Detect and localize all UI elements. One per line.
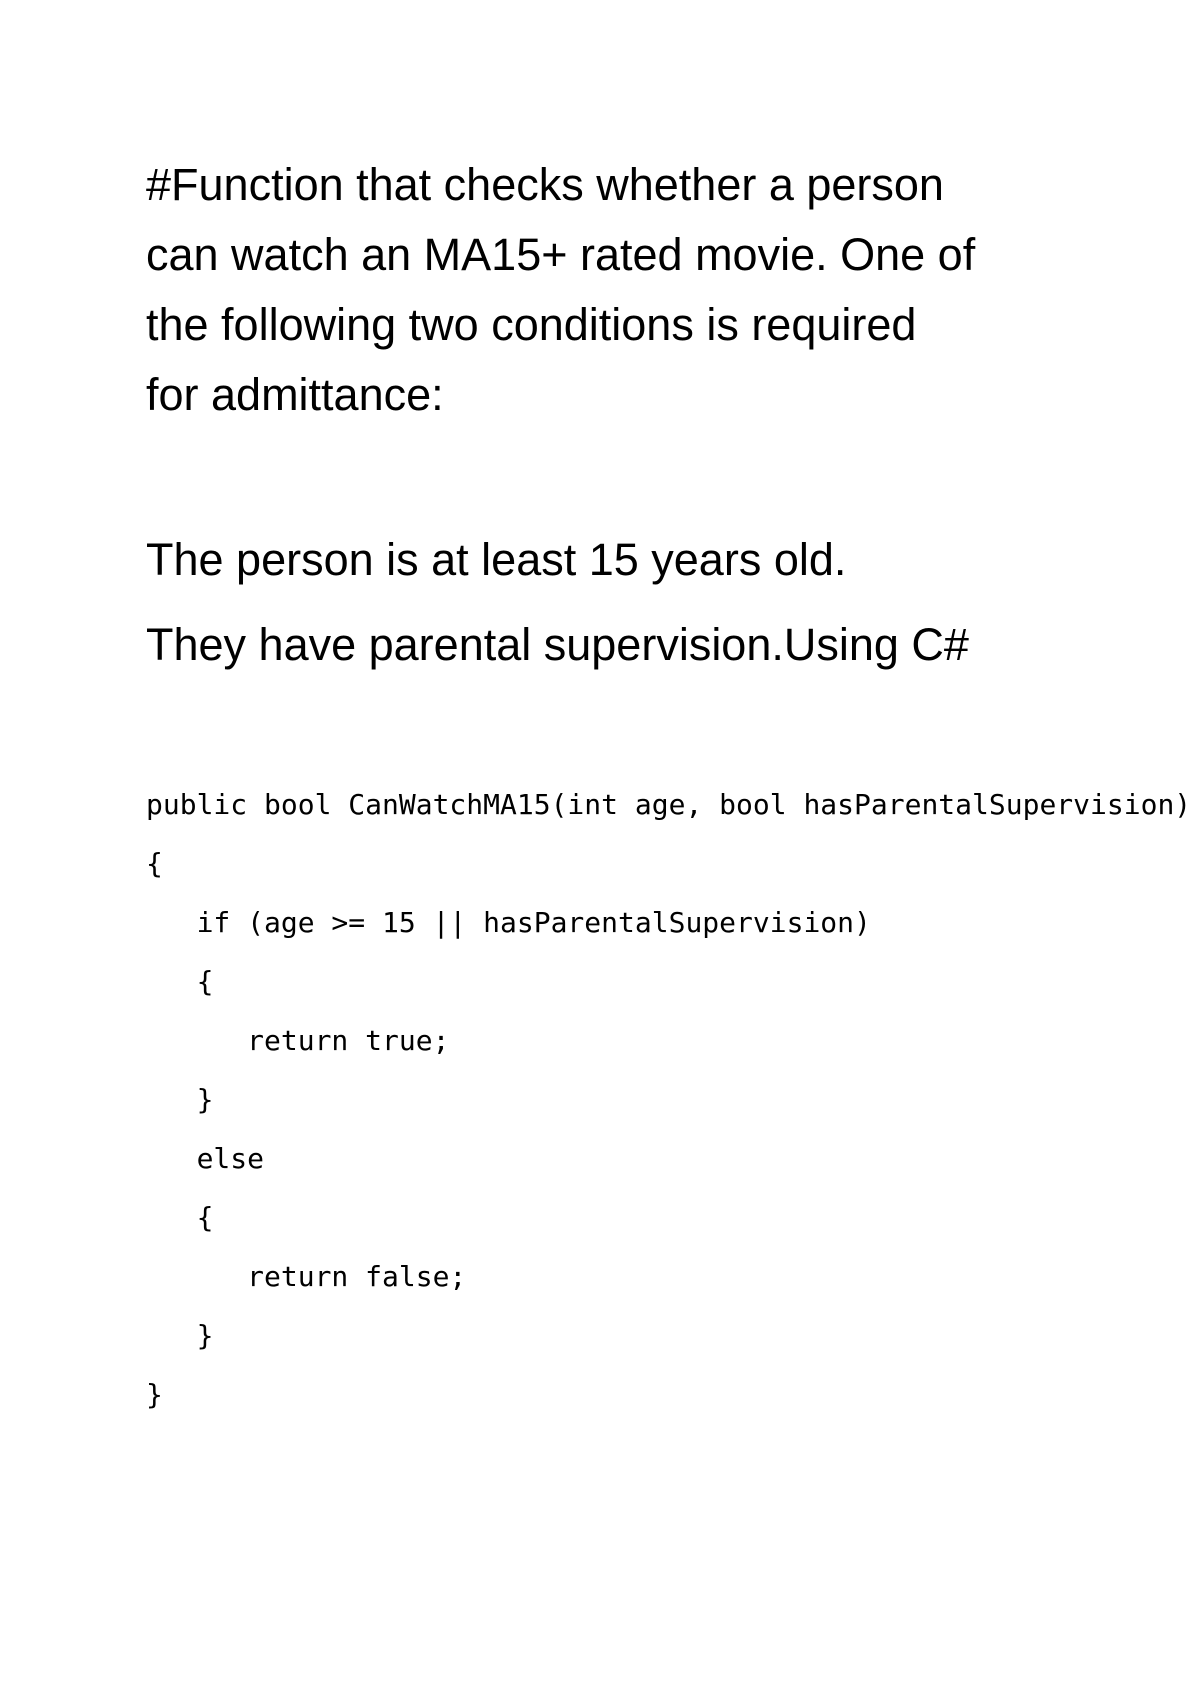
condition-supervision: They have parental supervision.Using C# — [146, 619, 969, 670]
code-block — [146, 775, 1192, 1424]
code-line: } — [146, 1319, 214, 1352]
code-line-signature: public bool CanWatchMA15(int age, bool hasParentalSupervision) — [146, 788, 1192, 821]
code-line: { — [146, 1201, 214, 1234]
code-line: } — [146, 1083, 214, 1116]
description-line: for admittance: — [146, 369, 444, 420]
code-line-if: if (age >= 15 || hasParentalSupervision) — [146, 906, 871, 939]
description-line: #Function that checks whether a person — [146, 159, 944, 210]
description-line: can watch an MA15+ rated movie. One of — [146, 229, 976, 280]
code-line: } — [146, 1378, 163, 1411]
code-line: { — [146, 965, 214, 998]
code-line-else: else — [146, 1142, 265, 1175]
code-line-return-true: return true; — [146, 1024, 450, 1057]
code-line: { — [146, 847, 163, 880]
function-description — [146, 150, 1086, 430]
code-line-return-false: return false; — [146, 1260, 467, 1293]
condition-age: The person is at least 15 years old. — [146, 534, 847, 585]
description-line: the following two conditions is required — [146, 299, 917, 350]
